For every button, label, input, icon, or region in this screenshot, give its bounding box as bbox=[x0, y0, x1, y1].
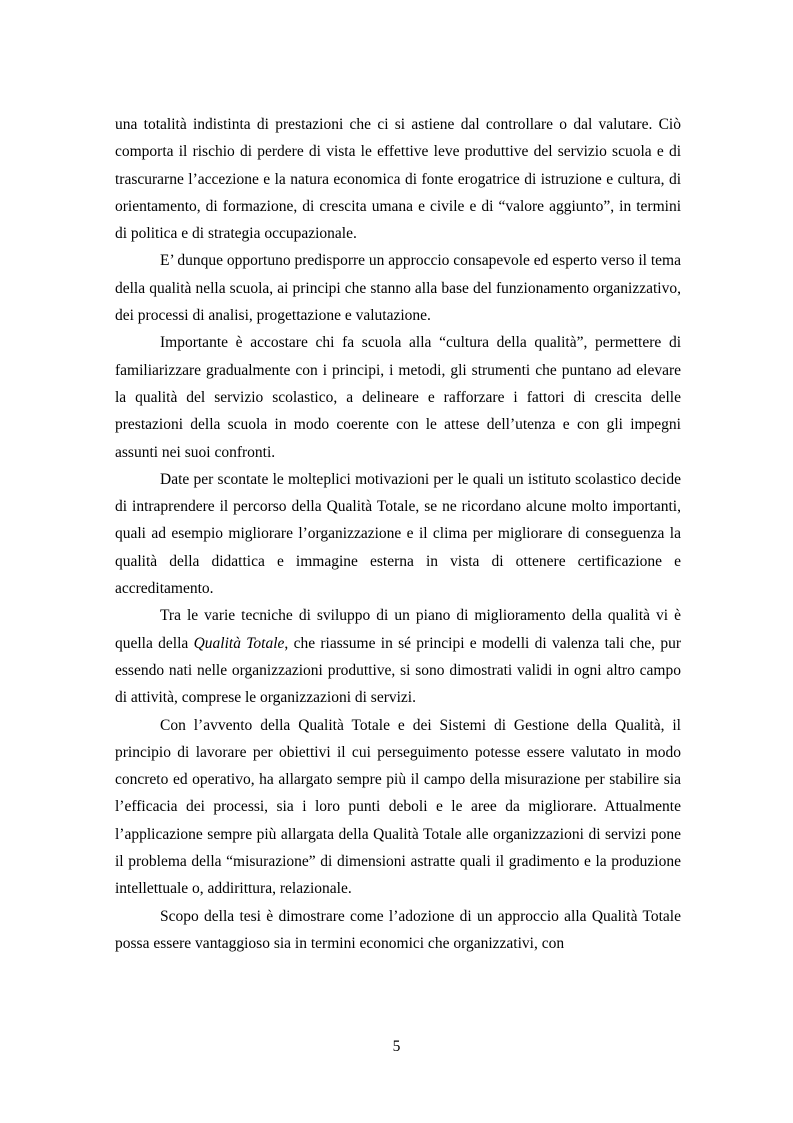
text-run: , che riassume in sé principi e modelli di valenza tali che, pur essendo nati nelle organizzazioni produttive, si sono dimostrati validi in ogni altro campo di attività, comprese le organizzazioni di servizi. bbox=[115, 634, 681, 707]
paragraph bbox=[115, 247, 681, 329]
text-run: Date per scontate le molteplici motivazioni per le quali un istituto scolastico decide di intraprendere il percorso della Qualità Totale, se ne ricordano alcune molto importanti, quali ad esempio migliorare l’organizzazione e il clima per migliorare di conseguenza la qualità della didattica e immagine esterna in vista di ottenere certificazione e accreditamento. bbox=[115, 470, 681, 598]
paragraph bbox=[115, 329, 681, 465]
page-number: 5 bbox=[392, 1038, 401, 1055]
paragraph bbox=[115, 712, 681, 903]
body-text bbox=[115, 111, 681, 957]
italic-text-run: Qualità Totale bbox=[193, 634, 285, 652]
paragraph bbox=[115, 111, 681, 247]
text-run: Tra le varie tecniche di sviluppo di un piano di miglioramento della qualità vi è quella della bbox=[115, 607, 681, 652]
text-run: Importante è accostare chi fa scuola alla “cultura della qualità”, permettere di familiarizzare gradualmente con i principi, i metodi, gli strumenti che puntano ad elevare la qualità del servizio scolastico, a delineare e rafforzare i fattori di crescita delle prestazioni della scuola in modo coerente con le attese dell’utenza e con gli impegni assunti nei suoi confronti. bbox=[115, 334, 681, 461]
paragraph bbox=[115, 903, 681, 958]
paragraph bbox=[115, 466, 681, 602]
text-run: Con l’avvento della Qualità Totale e dei Sistemi di Gestione della Qualità, il principio di lavorare per obiettivi il cui perseguimento potesse essere valutato in modo concreto ed operativo, ha allargato sempre più il campo della misurazione per stabilire sia l’efficacia dei processi, sia i loro punti deboli e le aree da migliorare. Attualmente l’applicazione sempre più allargata della Qualità Totale alle organizzazioni di servizi pone il problema della “misurazione” di dimensioni astratte quali il gradimento e la produzione intellettuale o, addirittura, relazionale. bbox=[115, 716, 681, 898]
text-run: E’ dunque opportuno predisporre un approccio consapevole ed esperto verso il tema della qualità nella scuola, ai principi che stanno alla base del funzionamento organizzativo, dei processi di analisi, progettazione e valutazione. bbox=[115, 252, 681, 325]
text-run: una totalità indistinta di prestazioni che ci si astiene dal controllare o dal valutare. Ciò comporta il rischio di perdere di vista le effettive leve produttive del servizio scuola e di trascurarne l’accezione e la natura economica di fonte erogatrice di istruzione e cultura, di orientamento, di formazione, di crescita umana e civile e di “valore aggiunto”, in termini di politica e di strategia occupazionale. bbox=[115, 116, 681, 243]
text-run: Scopo della tesi è dimostrare come l’adozione di un approccio alla Qualità Totale possa essere vantaggioso sia in termini economici che organizzativi, con bbox=[115, 907, 681, 952]
paragraph bbox=[115, 602, 681, 711]
